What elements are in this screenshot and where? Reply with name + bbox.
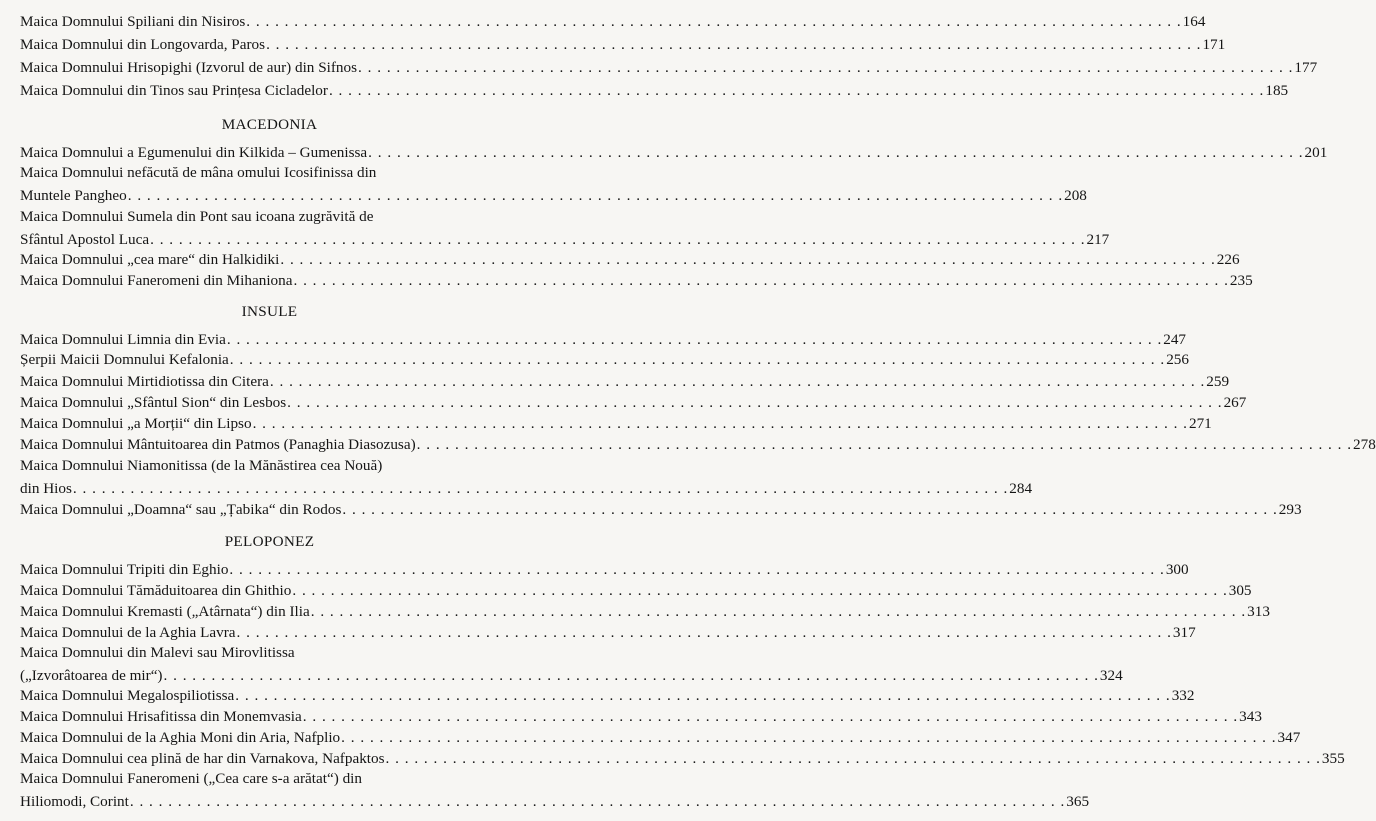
toc-entry: [20, 728, 1301, 748]
entry-page: 324: [1099, 667, 1123, 684]
entry-page: 305: [1228, 582, 1252, 599]
entry-page: 365: [1066, 793, 1090, 810]
dot-leader: [234, 686, 1171, 706]
entry-title-line1: Maica Domnului Sumela din Pont sau icoana zugrăvită de: [20, 208, 374, 225]
entry-title: („Izvorâtoarea de mir“): [20, 667, 163, 684]
toc-entry: [20, 456, 1033, 499]
dot-leader: [385, 749, 1322, 769]
entry-title: Maica Domnului cea plină de har din Varnakova, Nafpaktos: [20, 750, 385, 767]
toc-entry: [20, 81, 1289, 101]
entry-title: Maica Domnului de la Aghia Lavra: [20, 624, 236, 641]
toc-entry: [20, 435, 1376, 455]
dot-leader: [265, 35, 1202, 55]
toc-entry: [20, 581, 1252, 601]
entry-title: Șerpii Maicii Domnului Kefalonia: [20, 351, 229, 368]
dot-leader: [72, 479, 1009, 499]
entry-page: 259: [1206, 373, 1230, 390]
entry-title: Maica Domnului Hrisafitissa din Monemvasia: [20, 708, 302, 725]
dot-leader: [129, 792, 1066, 812]
entry-page: 201: [1304, 144, 1328, 161]
entry-page: 300: [1165, 561, 1189, 578]
dot-leader: [328, 81, 1265, 101]
entry-title: Maica Domnului „Doamna“ sau „Țabika“ din Rodos: [20, 501, 342, 518]
entry-title: Hiliomodi, Corint: [20, 793, 129, 810]
dot-leader: [236, 623, 1173, 643]
dot-leader: [292, 271, 1229, 291]
toc-entry: [20, 749, 1345, 769]
entry-page: 226: [1216, 251, 1240, 268]
toc-entry: [20, 769, 1090, 812]
toc-entry: [20, 623, 1196, 643]
toc-entry: [20, 602, 1270, 622]
toc-entry: [20, 250, 1240, 270]
toc-entry: [20, 707, 1262, 727]
dot-leader: [286, 393, 1223, 413]
toc-entry: [20, 330, 1187, 350]
entry-title-line1: Maica Domnului nefăcută de mâna omului Icosifinissa din: [20, 164, 377, 181]
entry-page: 217: [1086, 231, 1110, 248]
entry-page: 235: [1229, 272, 1253, 289]
entry-title: Muntele Pangheo: [20, 187, 127, 204]
entry-page: 293: [1278, 501, 1302, 518]
entry-title: Maica Domnului „Sfântul Sion“ din Lesbos: [20, 394, 287, 411]
entry-page: 355: [1321, 750, 1345, 767]
toc-entry: [20, 560, 1189, 580]
toc-entry: [20, 271, 1253, 291]
entry-title: Maica Domnului din Longovarda, Paros: [20, 36, 266, 53]
entry-page: 256: [1166, 351, 1189, 368]
toc-entry: [20, 163, 1087, 206]
entry-title-line1: Maica Domnului Faneromeni („Cea care s-a arătat“) din: [20, 770, 362, 787]
dot-leader: [127, 186, 1064, 206]
entry-page: 185: [1265, 82, 1289, 99]
toc-entry: [20, 207, 1110, 250]
dot-leader: [291, 581, 1228, 601]
entry-title: Maica Domnului a Egumenului din Kilkida – Gumenissa: [20, 144, 368, 161]
dot-leader: [367, 143, 1304, 163]
toc-entry: [20, 372, 1230, 392]
dot-leader: [269, 372, 1206, 392]
entry-title: Maica Domnului Tripiti din Eghio: [20, 561, 229, 578]
dot-leader: [340, 728, 1277, 748]
toc-entry: [20, 58, 1318, 78]
dot-leader: [357, 58, 1294, 78]
entry-title-line1: Maica Domnului din Malevi sau Mirovlitissa: [20, 644, 295, 661]
entry-title: Maica Domnului Mântuitoarea din Patmos (Panaghia Diasozusa): [20, 436, 416, 453]
dot-leader: [252, 414, 1189, 434]
entry-page: 332: [1171, 687, 1195, 704]
entry-title: Maica Domnului Hrisopighi (Izvorul de aur) din Sifnos: [20, 59, 358, 76]
dot-leader: [228, 560, 1165, 580]
dot-leader: [310, 602, 1247, 622]
entry-title: Maica Domnului Limnia din Evia: [20, 331, 226, 348]
entry-title: Maica Domnului „cea mare“ din Halkidiki: [20, 251, 280, 268]
section-heading: INSULE: [241, 303, 298, 320]
toc-entry: [20, 414, 1212, 434]
dot-leader: [229, 350, 1166, 370]
entry-page: 284: [1009, 480, 1033, 497]
entry-page: 343: [1239, 708, 1262, 725]
entry-title: Maica Domnului Mirtidiotissa din Citera: [20, 373, 269, 390]
entry-page: 247: [1163, 331, 1187, 348]
dot-leader: [341, 500, 1278, 520]
dot-leader: [302, 707, 1239, 727]
dot-leader: [163, 666, 1100, 686]
toc-entry: [20, 686, 1195, 706]
entry-page: 208: [1064, 187, 1087, 204]
entry-title: Maica Domnului de la Aghia Moni din Aria, Nafplio: [20, 729, 341, 746]
toc-entry: [20, 350, 1189, 370]
dot-leader: [245, 12, 1182, 32]
toc-entry: [20, 500, 1302, 520]
dot-leader: [149, 230, 1086, 250]
entry-title: Maica Domnului Spiliani din Nisiros: [20, 13, 246, 30]
section-heading: PELOPONEZ: [224, 533, 315, 550]
entry-title: Maica Domnului Tămăduitoarea din Ghithio: [20, 582, 292, 599]
entry-title: din Hios: [20, 480, 72, 497]
entry-page: 164: [1182, 13, 1206, 30]
entry-page: 347: [1277, 729, 1301, 746]
dot-leader: [226, 330, 1163, 350]
entry-page: 271: [1188, 415, 1212, 432]
entry-title: Maica Domnului din Tinos sau Prințesa Cicladelor: [20, 82, 328, 99]
entry-title: Sfântul Apostol Luca: [20, 231, 150, 248]
entry-page: 317: [1172, 624, 1196, 641]
toc-entry: [20, 35, 1226, 55]
entry-page: 278: [1353, 436, 1376, 453]
toc-entry: [20, 12, 1206, 32]
dot-leader: [416, 435, 1353, 455]
section-heading: MACEDONIA: [221, 116, 318, 133]
entry-title: Maica Domnului „a Morții“ din Lipso: [20, 415, 252, 432]
toc-entry: [20, 143, 1328, 163]
toc-entry: [20, 393, 1247, 413]
entry-title: Maica Domnului Megalospiliotissa: [20, 687, 235, 704]
entry-title: Maica Domnului Kremasti („Atârnata“) din Ilia: [20, 603, 310, 620]
entry-title-line1: Maica Domnului Niamonitissa (de la Mănăstirea cea Nouă): [20, 457, 383, 474]
entry-page: 313: [1247, 603, 1270, 620]
entry-page: 177: [1294, 59, 1318, 76]
entry-title: Maica Domnului Faneromeni din Mihaniona: [20, 272, 293, 289]
toc-entry: [20, 643, 1123, 686]
dot-leader: [279, 250, 1216, 270]
entry-page: 267: [1223, 394, 1247, 411]
entry-page: 171: [1202, 36, 1226, 53]
